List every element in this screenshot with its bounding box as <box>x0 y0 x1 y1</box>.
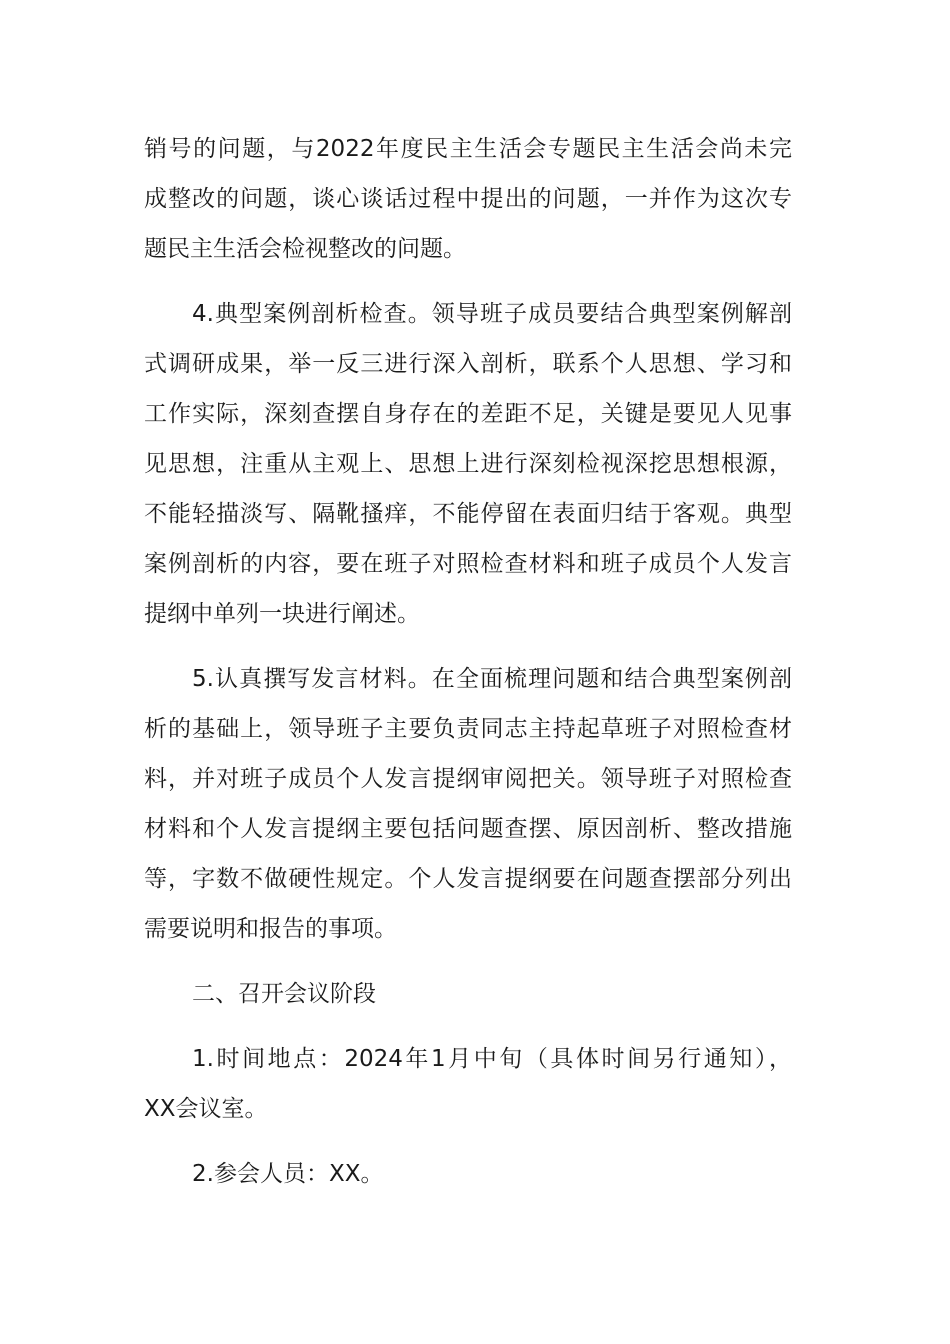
paragraph-continuation <box>144 124 792 274</box>
text-line: 5.认真撰写发言材料。在全面梳理问题和结合典型案例剖 <box>192 666 792 692</box>
text-line: 4.典型案例剖析检查。领导班子成员要结合典型案例解剖 <box>192 301 792 327</box>
text-line: 提纲中单列一块进行阐述。 <box>144 601 420 627</box>
text-line: 料，并对班子成员个人发言提纲审阅把关。领导班子对照检查 <box>144 766 792 792</box>
text-line: 2.参会人员：XX。 <box>192 1161 384 1187</box>
text-line: 工作实际，深刻查摆自身存在的差距不足，关键是要见人见事 <box>144 401 792 427</box>
text-line: 二、召开会议阶段 <box>192 981 376 1007</box>
text-line: 案例剖析的内容，要在班子对照检查材料和班子成员个人发言 <box>144 551 792 577</box>
text-line: 成整改的问题，谈心谈话过程中提出的问题，一并作为这次专 <box>144 186 792 212</box>
section-heading <box>144 969 792 1019</box>
text-line: 式调研成果，举一反三进行深入剖析，联系个人思想、学习和 <box>144 351 792 377</box>
text-line: 析的基础上，领导班子主要负责同志主持起草班子对照检查材 <box>144 716 792 742</box>
paragraph-case-analysis <box>144 289 792 639</box>
text-line: 需要说明和报告的事项。 <box>144 916 397 942</box>
paragraph-attendees <box>144 1149 792 1199</box>
text-line: 题民主生活会检视整改的问题。 <box>144 236 466 262</box>
paragraph-speech-materials <box>144 654 792 954</box>
text-line: 等，字数不做硬性规定。个人发言提纲要在问题查摆部分列出 <box>144 866 792 892</box>
paragraph-time-location <box>144 1034 792 1134</box>
document-body <box>144 124 792 1199</box>
text-line: 见思想，注重从主观上、思想上进行深刻检视深挖思想根源， <box>144 451 792 477</box>
text-line: 销号的问题，与2022年度民主生活会专题民主生活会尚未完 <box>144 136 792 162</box>
text-line: XX会议室。 <box>144 1096 268 1122</box>
text-line: 材料和个人发言提纲主要包括问题查摆、原因剖析、整改措施 <box>144 816 792 842</box>
text-line: 1.时间地点：2024年1月中旬（具体时间另行通知）， <box>192 1046 792 1072</box>
text-line: 不能轻描淡写、隔靴搔痒，不能停留在表面归结于客观。典型 <box>144 501 792 527</box>
